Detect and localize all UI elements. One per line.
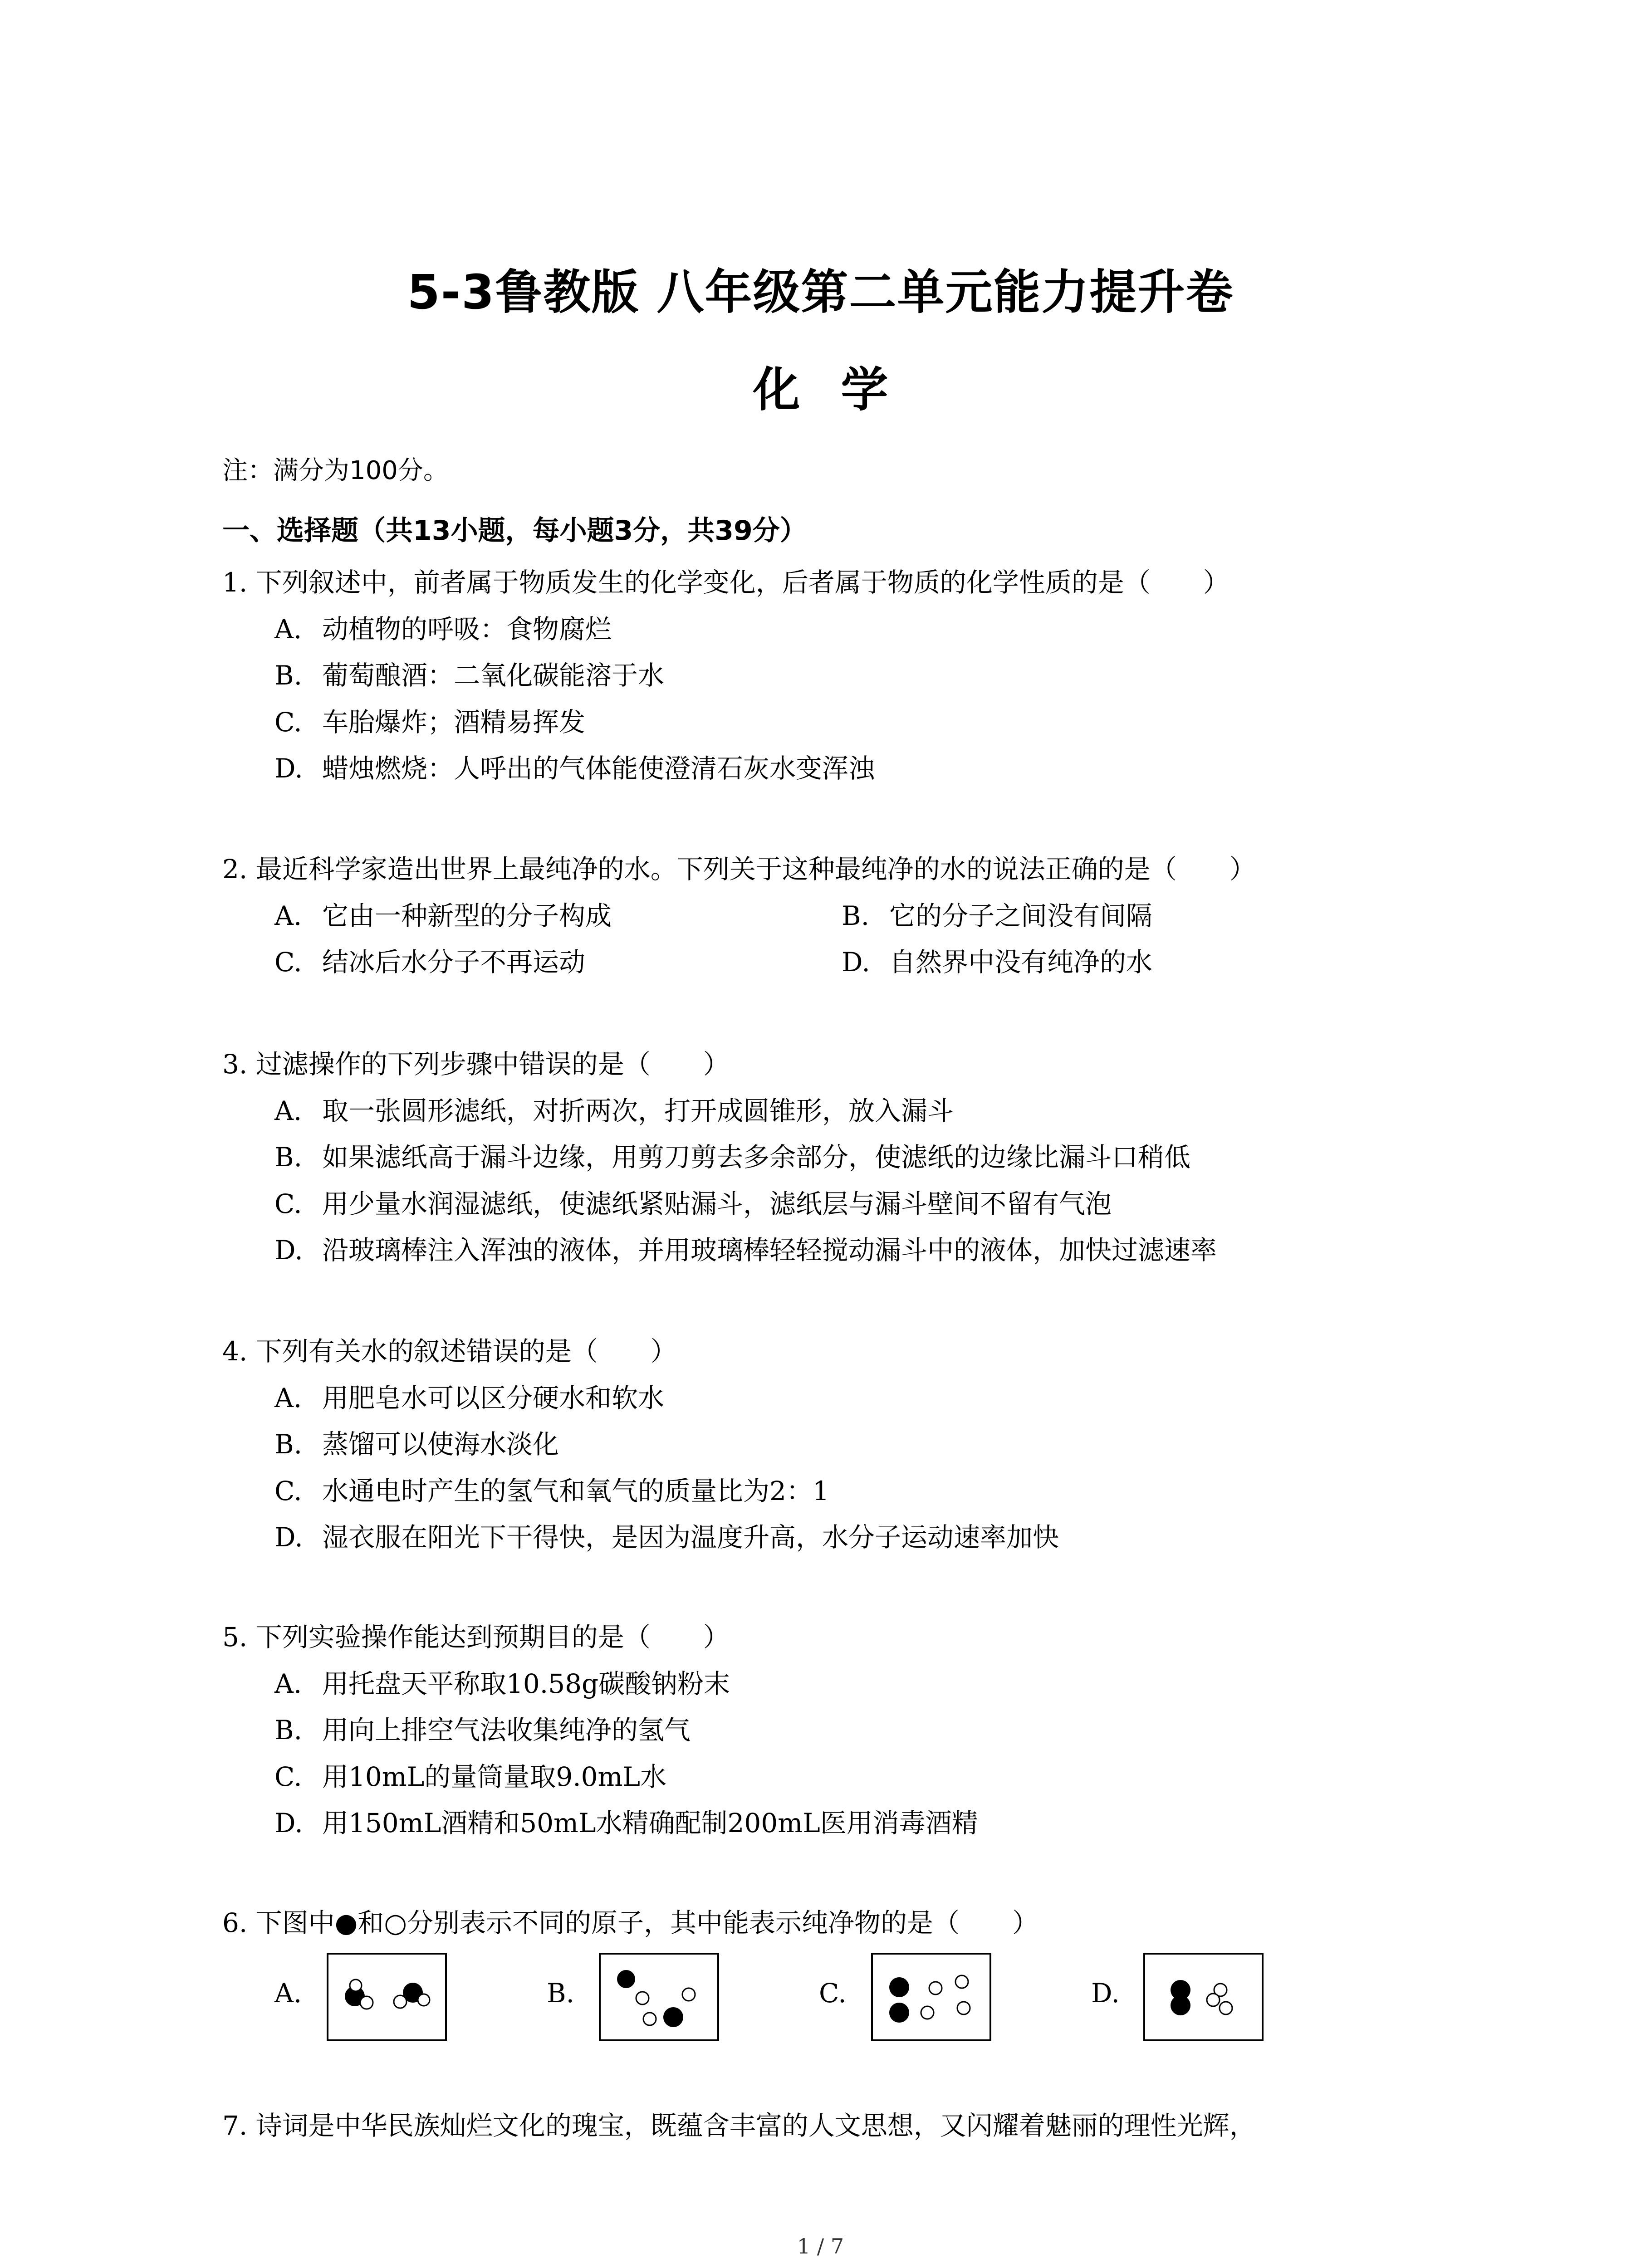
white-atom-icon [921,2006,934,2019]
question-2-option-b [842,900,1153,931]
option-letter: C. [274,947,302,978]
question-5-stem: 5. 下列实验操作能达到预期目的是（ ） [222,1622,730,1652]
question-5-option-c [274,1761,667,1792]
question-2-option-a [274,900,612,931]
exam-title: 5-3鲁教版 八年级第二单元能力提升卷 [407,264,1234,320]
option-letter: B. [274,1142,303,1173]
white-atom-icon [636,1992,649,2004]
option-text: 它由一种新型的分子构成 [322,900,612,931]
option-text: 葡萄酿酒：二氧化碳能溶于水 [322,660,665,691]
option-letter: C. [274,1761,302,1792]
option-text: 用托盘天平称取10.58g碳酸钠粉末 [322,1668,730,1699]
option-letter: C. [274,1476,302,1506]
black-atom-icon [617,1970,635,1988]
white-atom-icon [929,1982,942,1994]
question-6-option-a-label: A. [274,1978,302,2009]
black-atom-icon [1171,1995,1190,2015]
question-4-option-b [274,1429,559,1460]
option-text: 用少量水润湿滤纸，使滤纸紧贴漏斗，滤纸层与漏斗壁间不留有气泡 [322,1188,1112,1219]
option-text: 湿衣服在阳光下干得快，是因为温度升高，水分子运动速率加快 [322,1522,1059,1553]
black-atom-icon [663,2007,683,2027]
option-text: 自然界中没有纯净的水 [889,947,1153,978]
question-4-stem: 4. 下列有关水的叙述错误的是（ ） [222,1336,677,1367]
option-letter: D. [274,1808,303,1838]
section-heading: 一、选择题（共13小题，每小题3分，共39分） [222,515,807,547]
white-atom-icon [394,1995,407,2008]
question-6-option-d-diagram [1143,1953,1264,2041]
white-atom-icon [350,1980,362,1991]
white-atom-icon [682,1988,695,2001]
option-text: 用10mL的量筒量取9.0mL水 [322,1761,667,1792]
option-text: 用150mL酒精和50mL水精确配制200mL医用消毒酒精 [322,1808,978,1838]
option-text: 蒸馏可以使海水淡化 [322,1429,559,1460]
option-text: 结冰后水分子不再运动 [322,947,586,978]
question-6-option-c-diagram [871,1953,991,2041]
option-text: 水通电时产生的氢气和氧气的质量比为2：1 [322,1476,829,1506]
option-letter: B. [274,1429,303,1460]
question-2-option-d [842,947,1153,978]
option-text: 如果滤纸高于漏斗边缘，用剪刀剪去多余部分，使滤纸的边缘比漏斗口稍低 [322,1142,1191,1173]
option-letter: A. [274,1383,302,1413]
diagram-frame [1144,1954,1263,2040]
white-atom-icon [1207,1994,1220,2006]
diagram-frame [872,1954,990,2040]
question-1-option-d [274,755,875,782]
option-text: 蜡烛燃烧：人呼出的气体能使澄清石灰水变浑浊 [322,753,875,784]
question-5-option-a [274,1668,730,1699]
question-3-option-b [274,1142,1191,1173]
white-atom-icon [360,1996,373,2009]
option-letter: C. [274,707,302,738]
option-text: 用向上排空气法收集纯净的氢气 [322,1715,691,1745]
question-6-option-a-diagram [327,1953,447,2041]
option-text: 用肥皂水可以区分硬水和软水 [322,1383,665,1413]
option-letter: A. [274,1668,302,1699]
question-3-option-c [274,1188,1112,1219]
question-2-option-c [274,947,586,978]
question-6-stem: 6. 下图中●和○分别表示不同的原子，其中能表示纯净物的是（ ） [222,1907,1038,1938]
option-text: 沿玻璃棒注入浑浊的液体，并用玻璃棒轻轻搅动漏斗中的液体，加快过滤速率 [322,1235,1217,1266]
option-text: 取一张圆形滤纸，对折两次，打开成圆锥形，放入漏斗 [322,1095,954,1126]
option-letter: B. [274,660,303,691]
question-4-option-c [274,1478,829,1504]
question-6-option-b-label: B. [547,1978,575,2009]
white-atom-icon [955,1975,968,1988]
question-1-stem: 1. 下列叙述中，前者属于物质发生的化学变化，后者属于物质的化学性质的是（ ） [222,567,1230,598]
question-3-option-a [274,1095,954,1126]
option-letter: A. [274,1095,302,1126]
option-text: 车胎爆炸；酒精易挥发 [322,707,586,738]
white-atom-icon [418,1994,430,2006]
diagram-frame [600,1954,718,2040]
question-6-option-c-label: C. [819,1978,847,2009]
question-4-option-d [274,1522,1059,1553]
question-3-option-d [274,1235,1217,1266]
option-letter: D. [274,753,303,784]
question-1-option-c [274,707,586,738]
question-7-stem: 7. 诗词是中华民族灿烂文化的瑰宝，既蕴含丰富的人文思想，又闪耀着魅丽的理性光辉， [222,2110,1256,2141]
option-letter: D. [274,1235,303,1266]
white-atom-icon [643,2013,656,2025]
question-1-option-a [274,614,612,645]
question-5-option-b [274,1717,691,1743]
question-1-option-b [274,662,664,689]
question-6-option-b-diagram [599,1953,719,2041]
question-6-option-d-label: D. [1091,1978,1120,2009]
white-atom-icon [1220,2002,1232,2014]
question-4-option-a [274,1385,664,1411]
option-text: 它的分子之间没有间隔 [889,900,1153,931]
black-atom-icon [889,1977,909,1997]
question-5-option-d [274,1810,978,1836]
question-3-stem: 3. 过滤操作的下列步骤中错误的是（ ） [222,1049,730,1080]
question-2-stem: 2. 最近科学家造出世界上最纯净的水。下列关于这种最纯净的水的说法正确的是（ ） [222,854,1256,885]
white-atom-icon [957,2002,970,2014]
option-text: 动植物的呼吸：食物腐烂 [322,614,612,645]
page-number: 1 / 7 [797,2234,844,2258]
option-letter: A. [274,614,302,645]
option-letter: A. [274,900,302,931]
score-note: 注：满分为100分。 [222,456,449,485]
option-letter: D. [274,1522,303,1553]
option-letter: B. [274,1715,303,1745]
option-letter: C. [274,1188,302,1219]
black-atom-icon [889,2003,909,2023]
option-letter: B. [842,900,870,931]
option-letter: D. [842,947,870,978]
subject-title: 化学 [753,362,929,417]
